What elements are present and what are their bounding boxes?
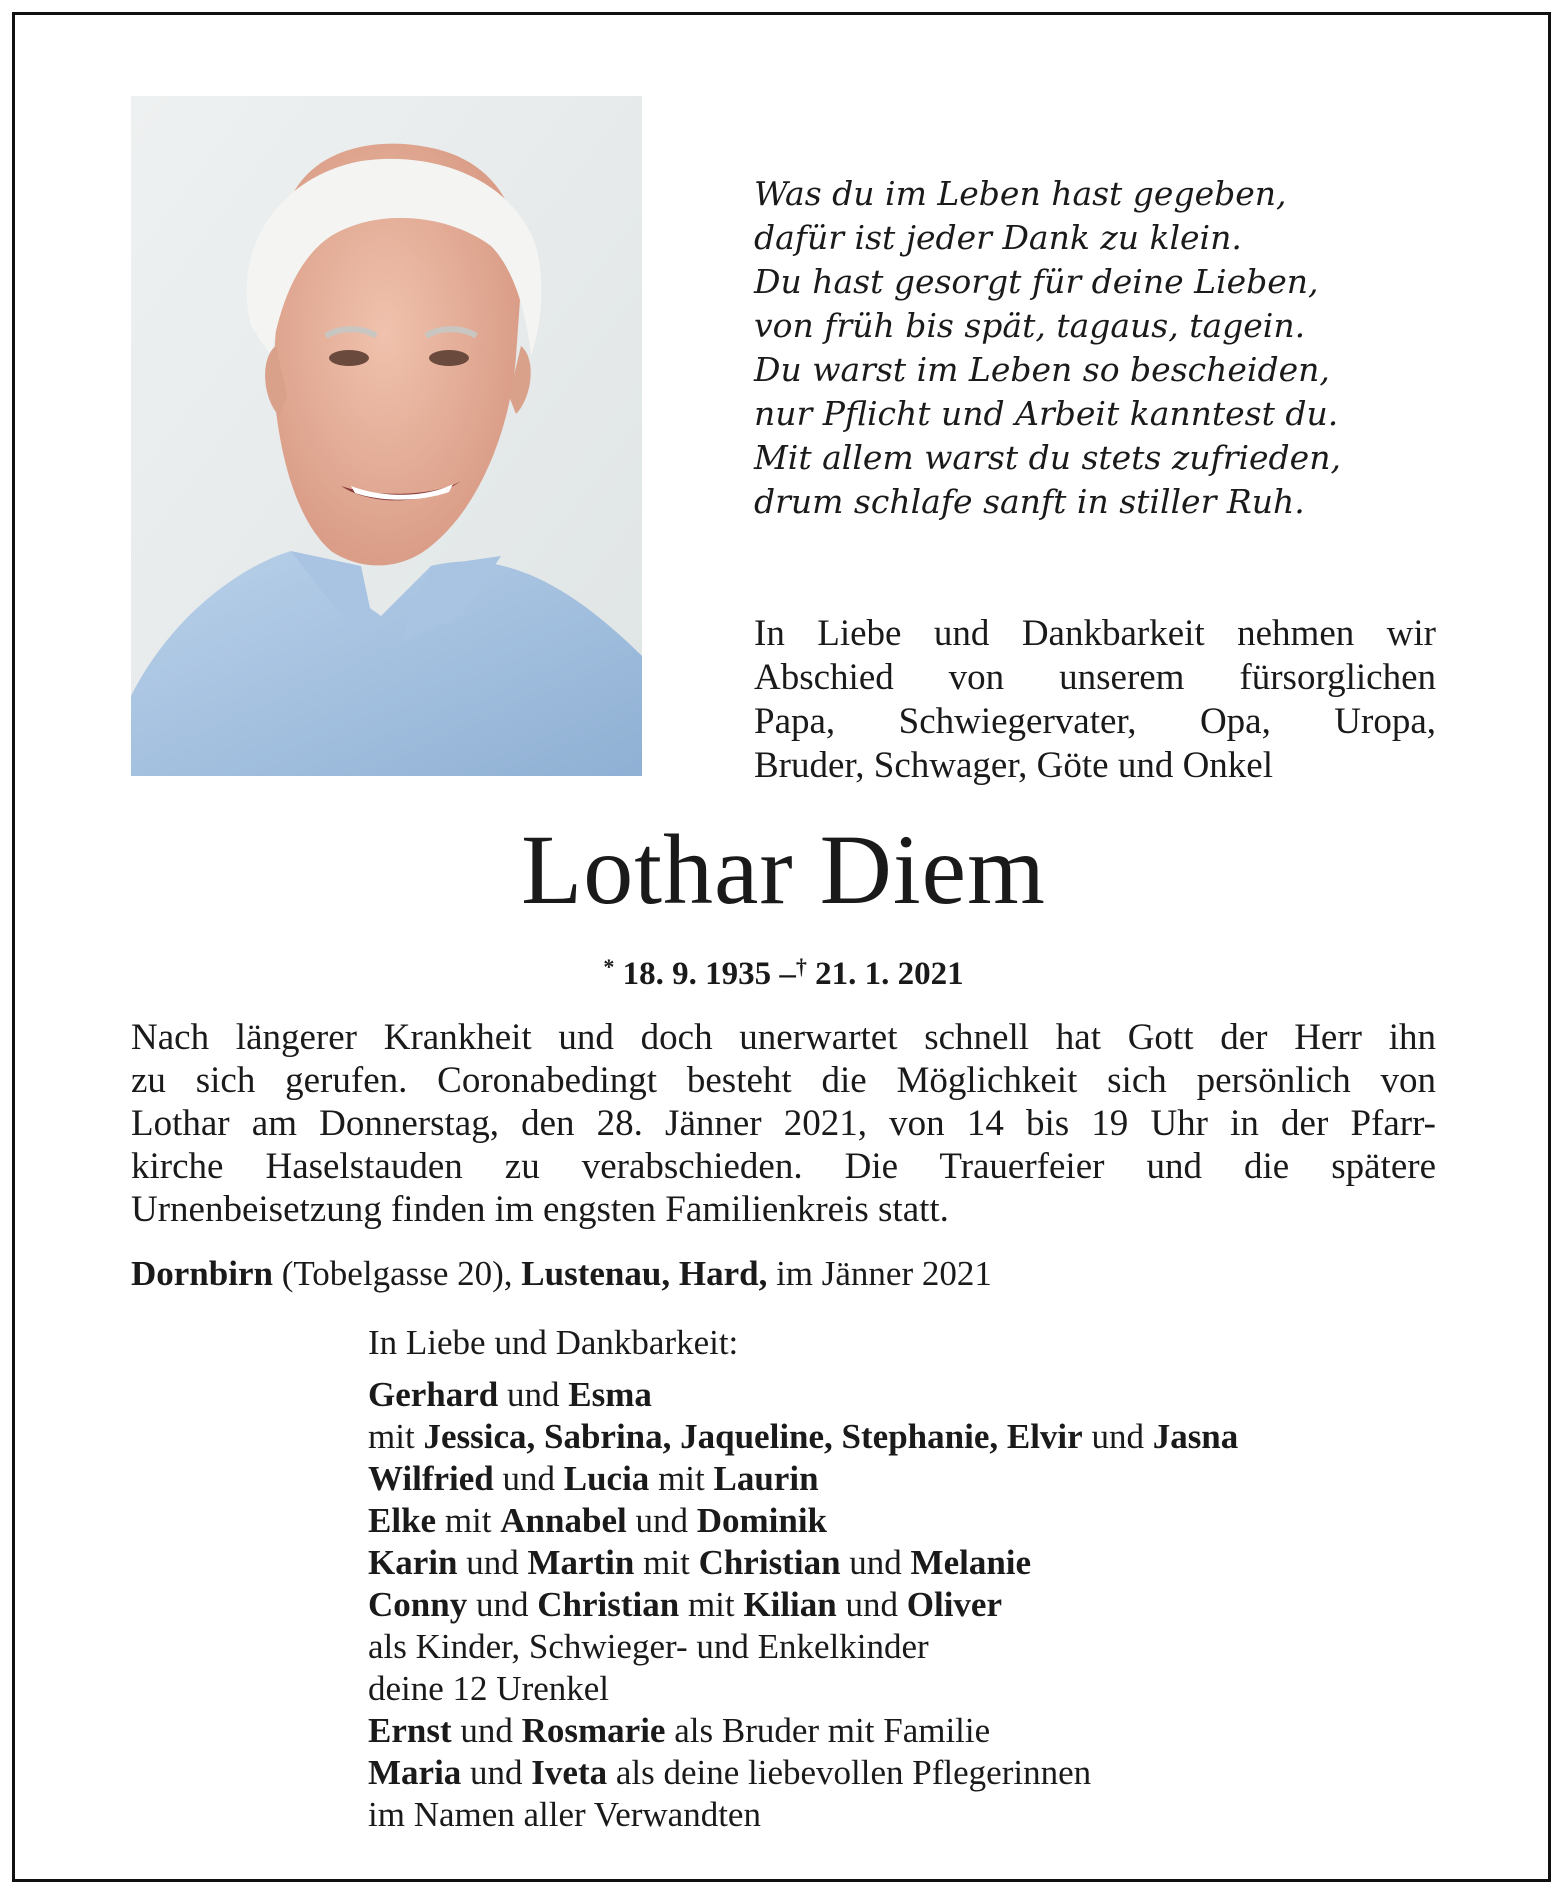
mourners-list xyxy=(368,1322,1448,1836)
mourner-name: Ernst xyxy=(368,1711,452,1750)
mourner-name: Kilian xyxy=(743,1585,837,1624)
mourner-connector: und xyxy=(467,1585,538,1624)
mourner-connector: und xyxy=(840,1543,911,1582)
mourner-row: als Kinder, Schwieger- und Enkelkinder xyxy=(368,1627,929,1666)
place-city: Dornbirn xyxy=(131,1254,273,1293)
mourner-connector: und xyxy=(836,1585,907,1624)
birth-date: 18. 9. 1935 xyxy=(622,956,772,992)
mourner-name: Esma xyxy=(568,1375,652,1414)
date-separator: – xyxy=(779,956,796,992)
mourner-connector: mit xyxy=(649,1459,714,1498)
mourners-heading: In Liebe und Dankbarkeit: xyxy=(368,1323,739,1362)
birth-symbol: * xyxy=(603,954,615,979)
portrait-photo xyxy=(131,96,642,776)
mourner-name: Wilfried xyxy=(368,1459,494,1498)
mourner-connector: und xyxy=(461,1753,532,1792)
mourner-connector: mit xyxy=(436,1501,501,1540)
mourner-name: Karin xyxy=(368,1543,458,1582)
mourner-name: Annabel xyxy=(500,1501,627,1540)
mourner-name: Oliver xyxy=(906,1585,1002,1624)
mourner-name: Martin xyxy=(527,1543,635,1582)
mourner-name: Dominik xyxy=(696,1501,828,1540)
place-and-date xyxy=(131,1253,1436,1295)
mourner-row xyxy=(368,1416,1448,1458)
place-address: (Tobelgasse 20), xyxy=(272,1254,522,1293)
mourner-name: Maria xyxy=(368,1753,462,1792)
mourner-name: Christian xyxy=(698,1543,841,1582)
mourner-name: Gerhard xyxy=(368,1375,499,1414)
mourner-connector: als deine liebevollen Pflegerinnen xyxy=(607,1753,1092,1792)
poem-line: nur Pflicht und Arbeit kanntest du. xyxy=(754,394,1339,433)
poem-line: Du warst im Leben so bescheiden, xyxy=(754,350,1330,389)
death-symbol: † xyxy=(795,954,807,979)
body-line: Urnenbeisetzung finden im engsten Familienkreis statt. xyxy=(131,1189,949,1230)
mourner-connector: mit xyxy=(368,1417,424,1456)
life-dates xyxy=(0,945,1567,996)
death-date: 21. 1. 2021 xyxy=(815,956,964,992)
place-cities: Lustenau, Hard, xyxy=(521,1254,768,1293)
mourner-row xyxy=(368,1542,1448,1584)
mourner-row xyxy=(368,1458,1448,1500)
intro-line: Abschied von unserem fürsorglichen xyxy=(754,657,1436,698)
mourner-row xyxy=(368,1752,1448,1794)
body-line: kirche Haselstauden zu verabschieden. Die Trauerfeier und die spätere xyxy=(131,1146,1436,1187)
poem-line: Du hast gesorgt für deine Lieben, xyxy=(754,262,1319,301)
mourner-row xyxy=(368,1710,1448,1752)
place-date: im Jänner 2021 xyxy=(767,1254,992,1293)
mourner-row: im Namen aller Verwandten xyxy=(368,1795,761,1834)
mourner-row xyxy=(368,1500,1448,1542)
body-line: zu sich gerufen. Coronabedingt besteht die Möglichkeit sich persönlich von xyxy=(131,1060,1436,1101)
mourner-name: Lucia xyxy=(563,1459,650,1498)
mourner-name: Jasna xyxy=(1152,1417,1239,1456)
mourner-connector: und xyxy=(451,1711,522,1750)
mourner-row xyxy=(368,1374,1448,1416)
mourner-name: Laurin xyxy=(713,1459,819,1498)
intro-text xyxy=(754,612,1436,788)
intro-line: Papa, Schwiegervater, Opa, Uropa, xyxy=(754,701,1436,742)
mourner-name: Conny xyxy=(368,1585,468,1624)
mourner-connector: und xyxy=(626,1501,697,1540)
poem-line: Mit allem warst du stets zufrieden, xyxy=(754,438,1341,477)
mourner-connector: mit xyxy=(634,1543,699,1582)
mourner-row xyxy=(368,1584,1448,1626)
mourner-connector: und xyxy=(498,1375,569,1414)
mourner-connector: und xyxy=(1082,1417,1153,1456)
mourner-name: Melanie xyxy=(910,1543,1032,1582)
poem-line: drum schlafe sanft in stiller Ruh. xyxy=(754,482,1305,521)
mourner-connector: mit xyxy=(679,1585,744,1624)
body-line: Lothar am Donnerstag, den 28. Jänner 2021, von 14 bis 19 Uhr in der Pfarr- xyxy=(131,1103,1436,1144)
poem-line: Was du im Leben hast gegeben, xyxy=(754,174,1287,213)
intro-line: Bruder, Schwager, Göte und Onkel xyxy=(754,745,1274,786)
poem xyxy=(754,172,1474,524)
poem-line: von früh bis spät, tagaus, tagein. xyxy=(754,306,1306,345)
mourner-connector: und xyxy=(457,1543,528,1582)
body-line: Nach längerer Krankheit und doch unerwartet schnell hat Gott der Herr ihn xyxy=(131,1017,1436,1058)
mourner-name: Elke xyxy=(368,1501,437,1540)
mourner-name: Jessica, Sabrina, Jaqueline, Stephanie, Elvir xyxy=(423,1417,1083,1456)
deceased-name: Lothar Diem xyxy=(521,814,1046,925)
mourner-connector: als Bruder mit Familie xyxy=(665,1711,991,1750)
mourner-connector: und xyxy=(493,1459,564,1498)
mourner-name: Christian xyxy=(537,1585,680,1624)
mourner-row: deine 12 Urenkel xyxy=(368,1669,610,1708)
announcement-text xyxy=(131,1016,1436,1231)
mourner-name: Iveta xyxy=(531,1753,608,1792)
poem-line: dafür ist jeder Dank zu klein. xyxy=(754,218,1242,257)
mourner-name: Rosmarie xyxy=(521,1711,666,1750)
intro-line: In Liebe und Dankbarkeit nehmen wir xyxy=(754,613,1436,654)
